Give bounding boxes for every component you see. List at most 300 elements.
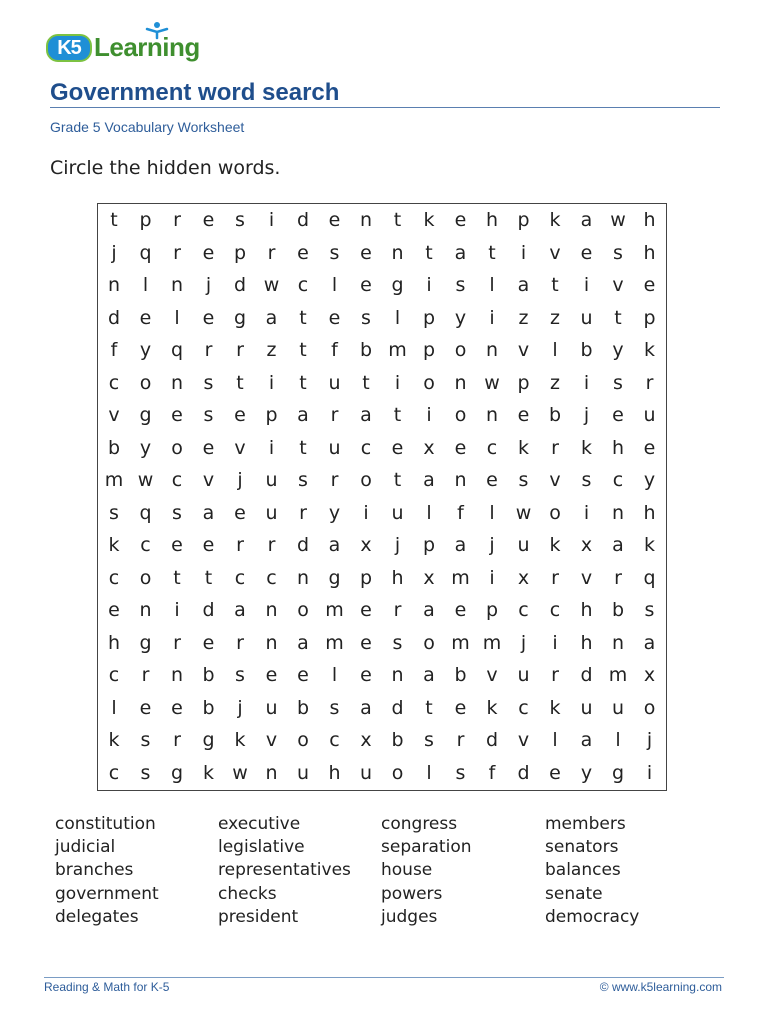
grid-letter: w: [515, 501, 532, 524]
grid-letter: e: [454, 436, 467, 459]
grid-letter: b: [611, 599, 625, 621]
grid-letter: e: [612, 404, 624, 426]
grid-letter: b: [202, 696, 215, 719]
grid-letter: t: [393, 209, 402, 231]
grid-letter: r: [551, 436, 559, 459]
grid-letter: r: [393, 599, 402, 621]
grid-letter: l: [111, 696, 117, 719]
grid-letter: p: [485, 599, 499, 621]
grid-letter: s: [172, 501, 182, 524]
grid-letter: w: [263, 274, 280, 296]
grid-letter: p: [422, 339, 436, 361]
grid-letter: y: [643, 469, 656, 491]
grid-letter: b: [296, 696, 310, 719]
grid-letter: u: [391, 501, 404, 524]
grid-letter: e: [171, 404, 183, 426]
grid-letter: r: [551, 664, 559, 686]
grid-letter: n: [265, 761, 278, 784]
grid-letter: g: [170, 761, 184, 784]
grid-letter: r: [330, 469, 339, 491]
grid-letter: i: [268, 371, 275, 394]
grid-letter: k: [549, 696, 561, 719]
grid-letter: i: [583, 501, 590, 524]
grid-letter: e: [171, 696, 183, 719]
grid-letter: o: [171, 436, 183, 459]
grid-letter: r: [456, 729, 465, 751]
grid-letter: u: [265, 501, 278, 524]
grid-letter: a: [234, 599, 246, 621]
grid-letter: j: [111, 241, 117, 264]
grid-letter: h: [611, 436, 625, 459]
grid-letter: a: [423, 469, 435, 491]
grid-letter: u: [359, 761, 373, 784]
grid-letter: l: [426, 761, 432, 784]
word-search-grid: [97, 203, 667, 791]
grid-letter: r: [267, 241, 276, 264]
grid-letter: i: [489, 306, 495, 329]
grid-letter: x: [360, 534, 372, 556]
grid-letter: e: [234, 404, 246, 426]
grid-letter: v: [265, 729, 278, 751]
grid-letter: e: [643, 274, 656, 296]
grid-letter: r: [204, 339, 213, 361]
grid-letter: v: [549, 469, 561, 491]
grid-letter: n: [485, 339, 499, 361]
grid-letter: c: [171, 469, 183, 491]
grid-letter: b: [359, 339, 373, 361]
grid-letter: i: [489, 566, 495, 589]
grid-letter: w: [484, 371, 500, 394]
grid-letter: t: [204, 566, 213, 589]
word-list-item: members: [545, 814, 626, 834]
grid-letter: n: [391, 664, 404, 686]
grid-letter: q: [139, 241, 152, 264]
grid-letter: l: [615, 729, 621, 751]
word-list-column: [381, 813, 541, 929]
grid-letter: s: [581, 469, 592, 491]
grid-letter: c: [108, 761, 120, 784]
word-list-item: delegates: [55, 906, 139, 927]
grid-letter: n: [296, 566, 310, 589]
grid-letter: v: [549, 241, 561, 264]
grid-letter: o: [454, 339, 467, 361]
grid-letter: c: [612, 469, 624, 491]
grid-letter: b: [391, 729, 404, 751]
grid-letter: t: [393, 469, 402, 491]
grid-letter: e: [391, 436, 404, 459]
grid-letter: a: [297, 404, 309, 426]
grid-letter: h: [643, 209, 656, 231]
grid-letter: t: [488, 241, 496, 264]
grid-letter: s: [361, 306, 371, 329]
grid-letter: h: [391, 566, 404, 589]
grid-letter: e: [202, 241, 215, 264]
word-list-item: senate: [545, 883, 603, 904]
word-list-item: congress: [381, 814, 458, 834]
grid-letter: u: [265, 469, 278, 491]
grid-letter: x: [423, 436, 435, 459]
grid-letter: s: [329, 696, 340, 719]
grid-letter: j: [237, 696, 243, 719]
grid-letter: h: [485, 209, 499, 231]
grid-letter: d: [296, 209, 310, 231]
grid-letter: c: [518, 599, 529, 621]
word-list-item: judicial: [55, 837, 116, 858]
grid-letter: j: [646, 729, 653, 751]
grid-letter: i: [426, 404, 432, 426]
grid-letter: a: [423, 664, 435, 686]
grid-letter: s: [203, 404, 214, 426]
grid-letter: n: [485, 404, 499, 426]
grid-letter: c: [549, 599, 561, 621]
grid-letter: g: [328, 566, 341, 589]
grid-letter: g: [139, 404, 152, 426]
grid-letter: f: [110, 339, 118, 361]
page-title: Government word search: [50, 79, 340, 106]
grid-letter: t: [299, 339, 307, 361]
grid-letter: p: [517, 209, 530, 231]
grid-letter: p: [422, 306, 436, 329]
grid-letter: d: [391, 696, 404, 719]
footer-tagline: Reading & Math for K-5: [44, 980, 170, 994]
grid-letter: a: [517, 274, 530, 296]
grid-letter: u: [580, 696, 593, 719]
grid-letter: c: [518, 696, 529, 719]
word-list-item: constitution: [55, 814, 156, 834]
grid-letter: v: [612, 274, 624, 296]
grid-letter: e: [643, 436, 656, 459]
grid-letter: r: [173, 631, 181, 654]
grid-letter: e: [108, 599, 120, 621]
grid-letter: l: [552, 339, 558, 361]
word-list-item: balances: [545, 860, 621, 881]
grid-letter: k: [549, 534, 561, 556]
grid-letter: g: [202, 729, 215, 751]
grid-letter: r: [236, 534, 244, 556]
grid-letter: n: [454, 371, 467, 394]
grid-letter: e: [297, 664, 309, 686]
grid-letter: o: [297, 729, 309, 751]
grid-letter: t: [393, 404, 402, 426]
grid-letter: j: [583, 404, 590, 426]
grid-letter: s: [613, 371, 623, 394]
grid-letter: a: [580, 209, 593, 231]
grid-letter: x: [643, 664, 656, 686]
word-list-item: president: [218, 906, 299, 927]
grid-letter: a: [612, 534, 624, 556]
grid-letter: m: [451, 631, 470, 654]
grid-letter: c: [266, 566, 277, 589]
grid-letter: h: [643, 241, 656, 264]
grid-letter: r: [173, 729, 181, 751]
grid-letter: e: [171, 534, 183, 556]
grid-letter: d: [580, 664, 593, 686]
grid-letter: o: [297, 599, 309, 621]
grid-letter: e: [517, 404, 530, 426]
grid-letter: i: [552, 631, 558, 654]
grid-letter: e: [454, 209, 467, 231]
grid-letter: s: [140, 761, 151, 784]
word-list-item: judges: [381, 906, 438, 927]
grid-letter: s: [109, 501, 119, 524]
grid-letter: s: [392, 631, 403, 654]
grid-letter: a: [580, 729, 593, 751]
grid-letter: t: [173, 566, 181, 589]
grid-letter: e: [580, 241, 593, 264]
grid-letter: a: [454, 534, 467, 556]
grid-letter: b: [107, 436, 121, 459]
grid-letter: l: [331, 274, 338, 296]
grid-letter: e: [202, 436, 215, 459]
grid-letter: n: [170, 371, 184, 394]
grid-letter: e: [454, 599, 467, 621]
grid-letter: c: [360, 436, 372, 459]
grid-letter: t: [299, 436, 307, 459]
grid-letter: m: [388, 339, 407, 361]
grid-letter: k: [517, 436, 529, 459]
grid-letter: s: [203, 371, 214, 394]
grid-letter: j: [205, 274, 212, 296]
grid-letter: n: [170, 274, 184, 296]
word-list-item: democracy: [545, 906, 640, 927]
grid-letter: n: [139, 599, 152, 621]
grid-letter: u: [328, 371, 341, 394]
grid-letter: a: [297, 631, 309, 654]
page-subtitle: Grade 5 Vocabulary Worksheet: [50, 119, 245, 135]
grid-letter: n: [391, 241, 404, 264]
grid-letter: e: [360, 599, 372, 621]
word-list-item: legislative: [218, 837, 305, 858]
grid-letter: i: [268, 436, 275, 459]
grid-letter: r: [551, 566, 559, 589]
grid-letter: o: [139, 566, 152, 589]
word-list-item: branches: [55, 860, 134, 881]
grid-letter: l: [426, 501, 432, 524]
word-list-item: government: [55, 883, 159, 904]
grid-letter: e: [486, 469, 498, 491]
grid-letter: n: [170, 664, 184, 686]
grid-letter: s: [518, 469, 529, 491]
grid-letter: h: [328, 761, 341, 784]
grid-letter: s: [298, 469, 308, 491]
grid-letter: e: [234, 501, 246, 524]
word-list-column: [545, 813, 705, 929]
grid-letter: w: [232, 761, 248, 784]
grid-letter: o: [423, 371, 435, 394]
grid-letter: s: [455, 274, 466, 296]
grid-letter: y: [139, 436, 152, 459]
grid-letter: b: [202, 664, 215, 686]
grid-letter: c: [108, 371, 120, 394]
grid-letter: n: [107, 274, 121, 296]
grid-letter: i: [426, 274, 432, 296]
grid-letter: o: [454, 404, 467, 426]
grid-letter: q: [643, 566, 656, 589]
grid-letter: t: [110, 209, 118, 231]
grid-letter: g: [139, 631, 152, 654]
grid-letter: a: [360, 696, 372, 719]
grid-letter: a: [360, 404, 372, 426]
grid-letter: y: [139, 339, 152, 361]
grid-letter: e: [202, 306, 215, 329]
grid-letter: z: [550, 306, 560, 329]
grid-letter: m: [325, 599, 344, 621]
grid-letter: r: [236, 339, 244, 361]
grid-letter: e: [360, 241, 372, 264]
grid-letter: u: [643, 404, 656, 426]
grid-letter: m: [104, 469, 124, 491]
grid-letter: v: [580, 566, 593, 589]
grid-letter: l: [552, 729, 558, 751]
grid-letter: j: [489, 534, 495, 556]
grid-letter: f: [331, 339, 338, 361]
grid-letter: e: [454, 696, 467, 719]
grid-letter: s: [424, 729, 434, 751]
grid-letter: i: [394, 371, 401, 394]
grid-letter: i: [268, 209, 275, 231]
grid-letter: j: [520, 631, 527, 654]
grid-letter: c: [234, 566, 246, 589]
grid-letter: a: [328, 534, 341, 556]
grid-letter: l: [394, 306, 401, 329]
grid-letter: s: [455, 761, 466, 784]
grid-letter: i: [583, 371, 590, 394]
grid-letter: v: [517, 339, 530, 361]
grid-letter: d: [233, 274, 247, 296]
grid-letter: z: [518, 306, 529, 329]
grid-letter: j: [394, 534, 401, 556]
grid-letter: j: [237, 469, 243, 491]
grid-letter: k: [202, 761, 214, 784]
grid-letter: s: [329, 241, 340, 264]
grid-letter: o: [391, 761, 404, 784]
grid-letter: g: [233, 306, 247, 329]
grid-letter: f: [457, 501, 464, 524]
word-list-item: house: [381, 860, 433, 881]
grid-letter: e: [549, 761, 561, 784]
word-list-column: [218, 813, 378, 929]
grid-letter: e: [360, 664, 372, 686]
grid-letter: n: [454, 469, 467, 491]
grid-letter: w: [610, 209, 626, 231]
grid-letter: c: [486, 436, 498, 459]
grid-letter: t: [614, 306, 622, 329]
word-list-item: powers: [381, 883, 443, 904]
grid-letter: z: [550, 371, 560, 394]
grid-letter: v: [486, 664, 498, 686]
grid-letter: d: [296, 534, 310, 556]
grid-letter: k: [580, 436, 592, 459]
grid-letter: x: [360, 729, 372, 751]
word-list-item: senators: [545, 837, 619, 858]
grid-letter: r: [173, 241, 181, 264]
word-list-item: checks: [218, 883, 277, 904]
title-divider: [50, 107, 720, 108]
grid-letter: t: [299, 306, 307, 329]
grid-letter: s: [235, 209, 245, 231]
grid-letter: k: [549, 209, 561, 231]
grid-letter: r: [645, 371, 654, 394]
grid-letter: t: [425, 241, 433, 264]
grid-letter: t: [236, 371, 244, 394]
grid-letter: l: [489, 501, 495, 524]
grid-letter: b: [548, 404, 562, 426]
grid-letter: i: [363, 501, 369, 524]
grid-letter: i: [646, 761, 653, 784]
grid-letter: p: [359, 566, 373, 589]
grid-letter: e: [139, 306, 152, 329]
grid-letter: t: [362, 371, 370, 394]
instruction-text: Circle the hidden words.: [50, 157, 281, 179]
grid-letter: a: [643, 631, 656, 654]
grid-letter: d: [202, 599, 215, 621]
grid-letter: i: [520, 241, 527, 264]
grid-letter: p: [265, 404, 278, 426]
grid-letter: o: [643, 696, 656, 719]
grid-letter: k: [486, 696, 498, 719]
footer-divider: [44, 977, 724, 978]
grid-letter: m: [482, 631, 502, 654]
logo-wordmark: Learning: [94, 32, 200, 62]
grid-letter: z: [266, 339, 277, 361]
grid-letter: m: [451, 566, 470, 589]
grid-letter: e: [328, 306, 341, 329]
grid-letter: h: [580, 599, 593, 621]
word-list: [55, 813, 715, 933]
grid-letter: c: [329, 729, 340, 751]
logo-badge: K5: [46, 34, 92, 62]
grid-letter: r: [614, 566, 622, 589]
grid-letter: v: [234, 436, 246, 459]
grid-letter: e: [360, 274, 372, 296]
grid-letter: r: [236, 631, 244, 654]
grid-letter: o: [360, 469, 372, 491]
grid-letter: a: [454, 241, 467, 264]
grid-letter: x: [423, 566, 435, 589]
grid-letter: u: [517, 664, 530, 686]
grid-letter: o: [423, 631, 435, 654]
grid-letter: k: [643, 339, 655, 361]
grid-letter: n: [611, 501, 625, 524]
person-icon: [144, 20, 170, 40]
grid-letter: i: [583, 274, 590, 296]
grid-letter: t: [425, 696, 433, 719]
word-list-item: executive: [218, 814, 301, 834]
grid-letter: o: [549, 501, 561, 524]
grid-letter: b: [580, 339, 593, 361]
grid-letter: y: [454, 306, 467, 329]
grid-letter: r: [141, 664, 150, 686]
grid-letter: n: [265, 631, 278, 654]
grid-letter: c: [140, 534, 151, 556]
grid-letter: x: [580, 534, 593, 556]
grid-letter: t: [299, 371, 307, 394]
grid-letter: c: [108, 566, 120, 589]
grid-letter: p: [517, 371, 530, 394]
grid-letter: u: [580, 306, 593, 329]
grid-letter: n: [265, 599, 278, 621]
grid-letter: k: [108, 534, 120, 556]
word-list-item: representatives: [218, 860, 351, 881]
grid-letter: l: [489, 274, 495, 296]
grid-letter: l: [142, 274, 149, 296]
grid-letter: o: [139, 371, 152, 394]
grid-letter: k: [234, 729, 246, 751]
grid-letter: h: [107, 631, 121, 654]
grid-letter: a: [202, 501, 215, 524]
grid-letter: s: [613, 241, 623, 264]
grid-letter: r: [267, 534, 276, 556]
